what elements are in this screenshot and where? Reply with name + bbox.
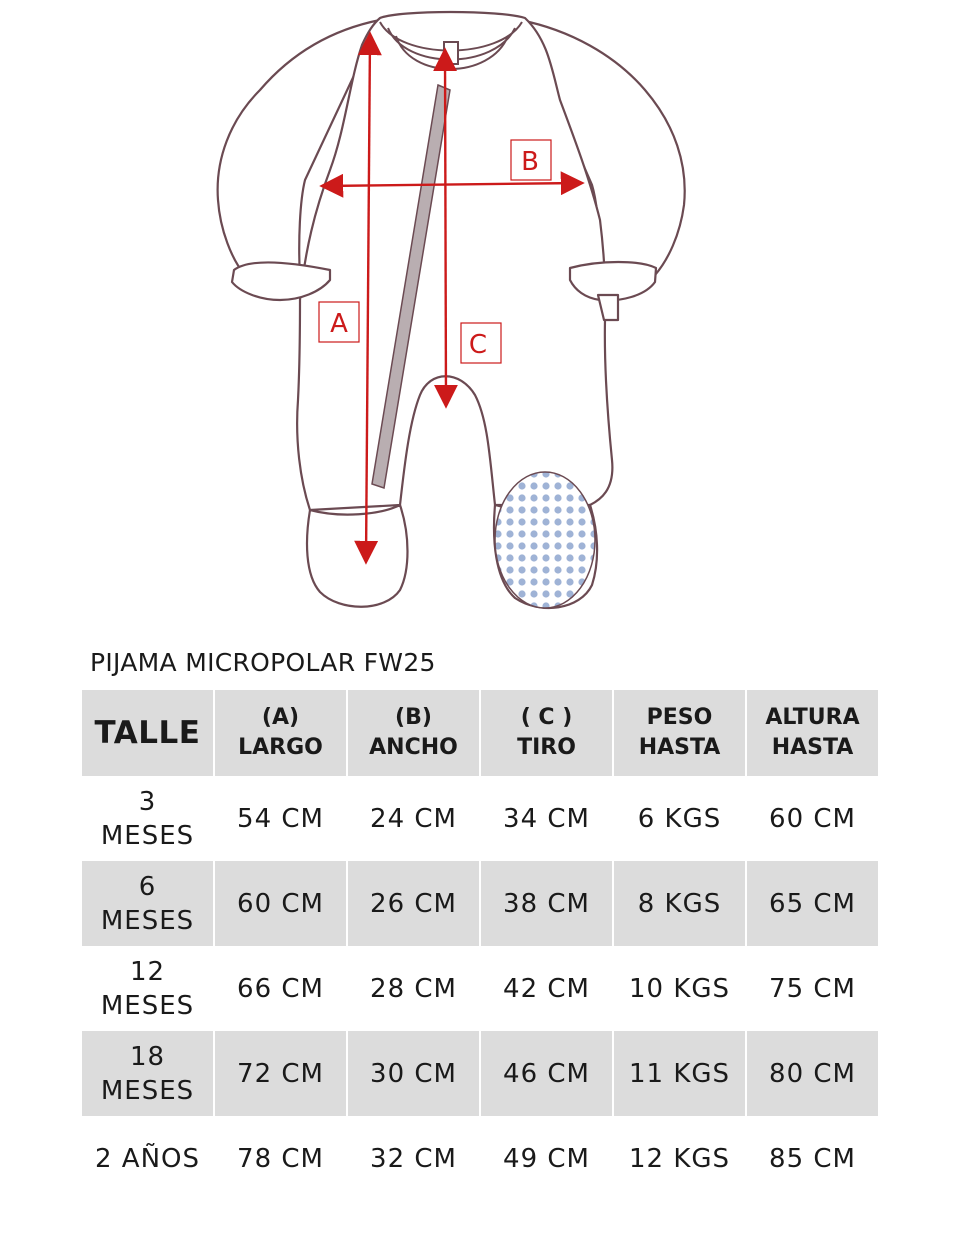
- table-row: [82, 1031, 878, 1116]
- cell-ancho: 26 CM: [348, 861, 479, 946]
- header-altura: ALTURA HASTA: [747, 690, 878, 776]
- cell-largo: 78 CM: [215, 1116, 346, 1201]
- cell-largo: 72 CM: [215, 1031, 346, 1116]
- svg-text:C: C: [468, 330, 488, 360]
- size-chart-table: [80, 690, 880, 1201]
- cell-largo: 54 CM: [215, 776, 346, 861]
- table-row: [82, 861, 878, 946]
- table-row: [82, 776, 878, 861]
- cell-peso: 10 KGS: [614, 946, 745, 1031]
- table-row: [82, 946, 878, 1031]
- cell-tiro: 42 CM: [481, 946, 612, 1031]
- cell-ancho: 32 CM: [348, 1116, 479, 1201]
- cell-peso: 6 KGS: [614, 776, 745, 861]
- cell-peso: 11 KGS: [614, 1031, 745, 1116]
- cell-talle: 6 MESES: [82, 861, 213, 946]
- cell-altura: 80 CM: [747, 1031, 878, 1116]
- cell-talle: 12 MESES: [82, 946, 213, 1031]
- cell-talle: 2 AÑOS: [82, 1116, 213, 1201]
- cell-altura: 60 CM: [747, 776, 878, 861]
- cell-altura: 75 CM: [747, 946, 878, 1031]
- cell-tiro: 38 CM: [481, 861, 612, 946]
- cell-tiro: 49 CM: [481, 1116, 612, 1201]
- cell-ancho: 28 CM: [348, 946, 479, 1031]
- svg-text:A: A: [330, 309, 348, 339]
- cell-peso: 8 KGS: [614, 861, 745, 946]
- cell-altura: 85 CM: [747, 1116, 878, 1201]
- svg-text:B: B: [521, 147, 539, 177]
- label-c: [461, 323, 501, 363]
- label-b: [511, 140, 551, 180]
- header-tiro: ( C ) TIRO: [481, 690, 612, 776]
- header-ancho: (B) ANCHO: [348, 690, 479, 776]
- header-largo: (A) LARGO: [215, 690, 346, 776]
- header-talle: TALLE: [82, 690, 213, 776]
- cell-talle: 18 MESES: [82, 1031, 213, 1116]
- cell-ancho: 30 CM: [348, 1031, 479, 1116]
- cell-ancho: 24 CM: [348, 776, 479, 861]
- cell-peso: 12 KGS: [614, 1116, 745, 1201]
- cell-tiro: 46 CM: [481, 1031, 612, 1116]
- table-row: [82, 1116, 878, 1201]
- cell-altura: 65 CM: [747, 861, 878, 946]
- header-peso: PESO HASTA: [614, 690, 745, 776]
- pajama-outline: [218, 12, 685, 608]
- arrow-c-rise: [445, 52, 446, 404]
- cell-tiro: 34 CM: [481, 776, 612, 861]
- size-chart-title: PIJAMA MICROPOLAR FW25: [90, 648, 436, 677]
- cell-largo: 60 CM: [215, 861, 346, 946]
- table-header-row: [82, 690, 878, 776]
- cell-talle: 3 MESES: [82, 776, 213, 861]
- cell-largo: 66 CM: [215, 946, 346, 1031]
- label-a: [319, 302, 359, 342]
- sole-grip-pattern: [495, 472, 595, 608]
